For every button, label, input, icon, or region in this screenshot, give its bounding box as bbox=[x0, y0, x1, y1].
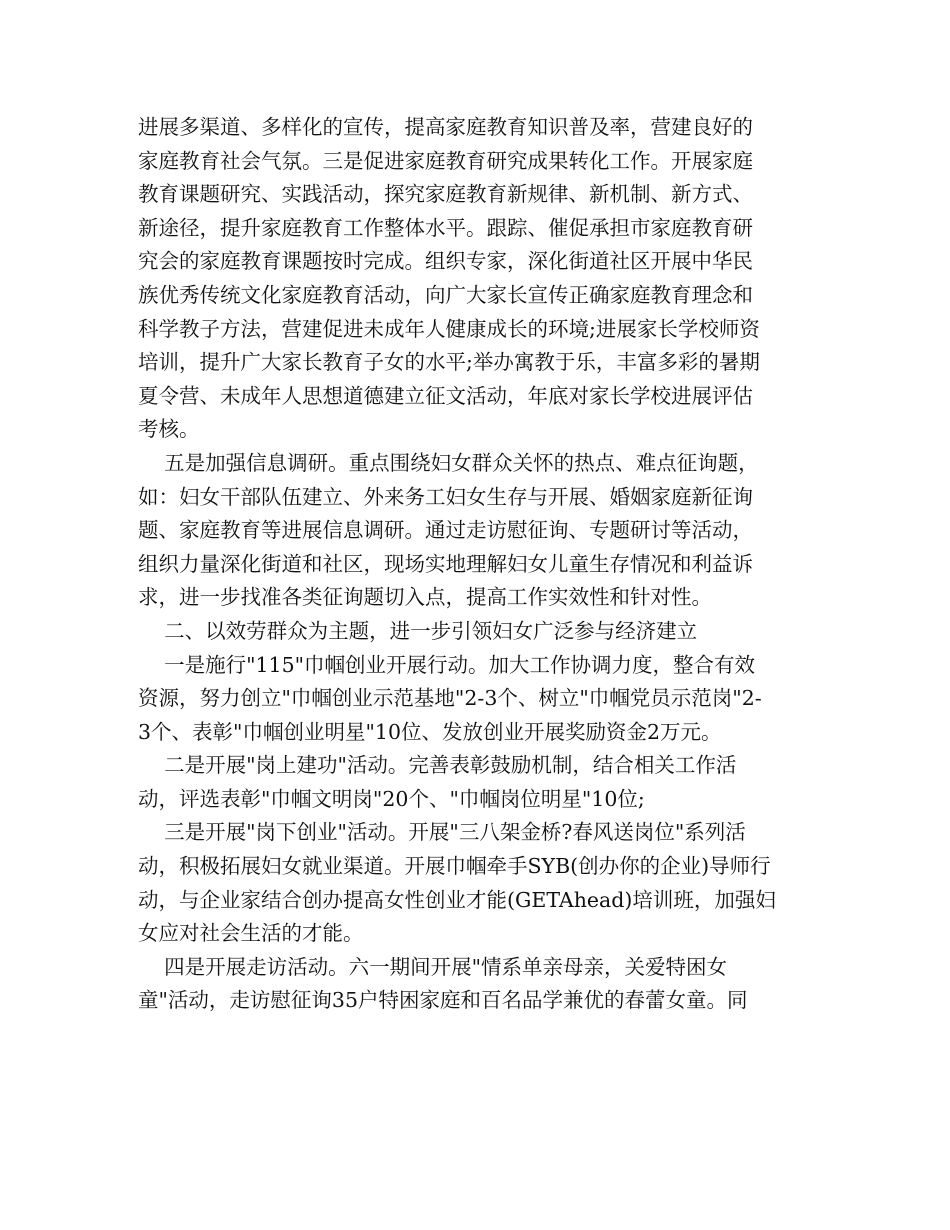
paragraph-start-line: 一是施行"115"巾帼创业开展行动。加大工作协调力度，整合有效 bbox=[138, 652, 756, 677]
text-line: 动，与企业家结合创办提高女性创业才能(GETAhead)培训班，加强妇 bbox=[138, 887, 776, 912]
text-line: 族优秀传统文化家庭教育活动，向广大家长宣传正确家庭教育理念和 bbox=[138, 282, 753, 307]
paragraph-start-line: 五是加强信息调研。重点围绕妇女群众关怀的热点、难点征询题， bbox=[138, 450, 759, 475]
text-line: 题、家庭教育等进展信息调研。通过走访慰征询、专题研讨等活动， bbox=[138, 518, 753, 543]
text-line: 组织力量深化街道和社区，现场实地理解妇女儿童生存情况和利益诉 bbox=[138, 551, 753, 576]
text-line: 究会的家庭教育课题按时完成。组织专家，深化街道社区开展中华民 bbox=[138, 249, 753, 274]
paragraph-start-line: 三是开展"岗下创业"活动。开展"三八架金桥?春风送岗位"系列活 bbox=[138, 820, 746, 845]
text-line: 女应对社会生活的才能。 bbox=[138, 921, 364, 946]
paragraph-start-line: 二是开展"岗上建功"活动。完善表彰鼓励机制，结合相关工作活 bbox=[138, 753, 737, 778]
text-line: 求，进一步找准各类征询题切入点，提高工作实效性和针对性。 bbox=[138, 585, 712, 610]
text-line: 夏令营、未成年人思想道德建立征文活动，年底对家长学校进展评估 bbox=[138, 383, 753, 408]
document-body bbox=[138, 111, 818, 1018]
text-line: 动，评选表彰"巾帼文明岗"20个、"巾帼岗位明星"10位; bbox=[138, 786, 645, 811]
paragraph-start-line: 四是开展走访活动。六一期间开展"情系单亲母亲，关爱特困女 bbox=[138, 954, 727, 979]
section-heading-line: 二、以效劳群众为主题，进一步引领妇女广泛参与经济建立 bbox=[138, 618, 698, 643]
text-line: 家庭教育社会气氛。三是促进家庭教育研究成果转化工作。开展家庭 bbox=[138, 148, 753, 173]
text-line: 童"活动，走访慰征询35户特困家庭和百名品学兼优的春蕾女童。同 bbox=[138, 988, 748, 1013]
text-line: 新途径，提升家庭教育工作整体水平。跟踪、催促承担市家庭教育研 bbox=[138, 215, 753, 240]
text-line: 动，积极拓展妇女就业渠道。开展巾帼牵手SYB(创办你的企业)导师行 bbox=[138, 854, 771, 879]
text-line: 进展多渠道、多样化的宣传，提高家庭教育知识普及率，营建良好的 bbox=[138, 115, 753, 139]
text-line: 科学教子方法，营建促进未成年人健康成长的环境;进展家长学校师资 bbox=[138, 316, 760, 341]
text-line: 资源，努力创立"巾帼创业示范基地"2-3个、树立"巾帼党员示范岗"2- bbox=[138, 686, 762, 711]
text-line: 3个、表彰"巾帼创业明星"10位、发放创业开展奖励资金2万元。 bbox=[138, 719, 722, 744]
text-line: 培训，提升广大家长教育子女的水平;举办寓教于乐，丰富多彩的暑期 bbox=[138, 350, 760, 375]
text-line: 如：妇女干部队伍建立、外来务工妇女生存与开展、婚姻家庭新征询 bbox=[138, 484, 753, 509]
text-line: 教育课题研究、实践活动，探究家庭教育新规律、新机制、新方式、 bbox=[138, 182, 753, 207]
text-line: 考核。 bbox=[138, 417, 200, 442]
